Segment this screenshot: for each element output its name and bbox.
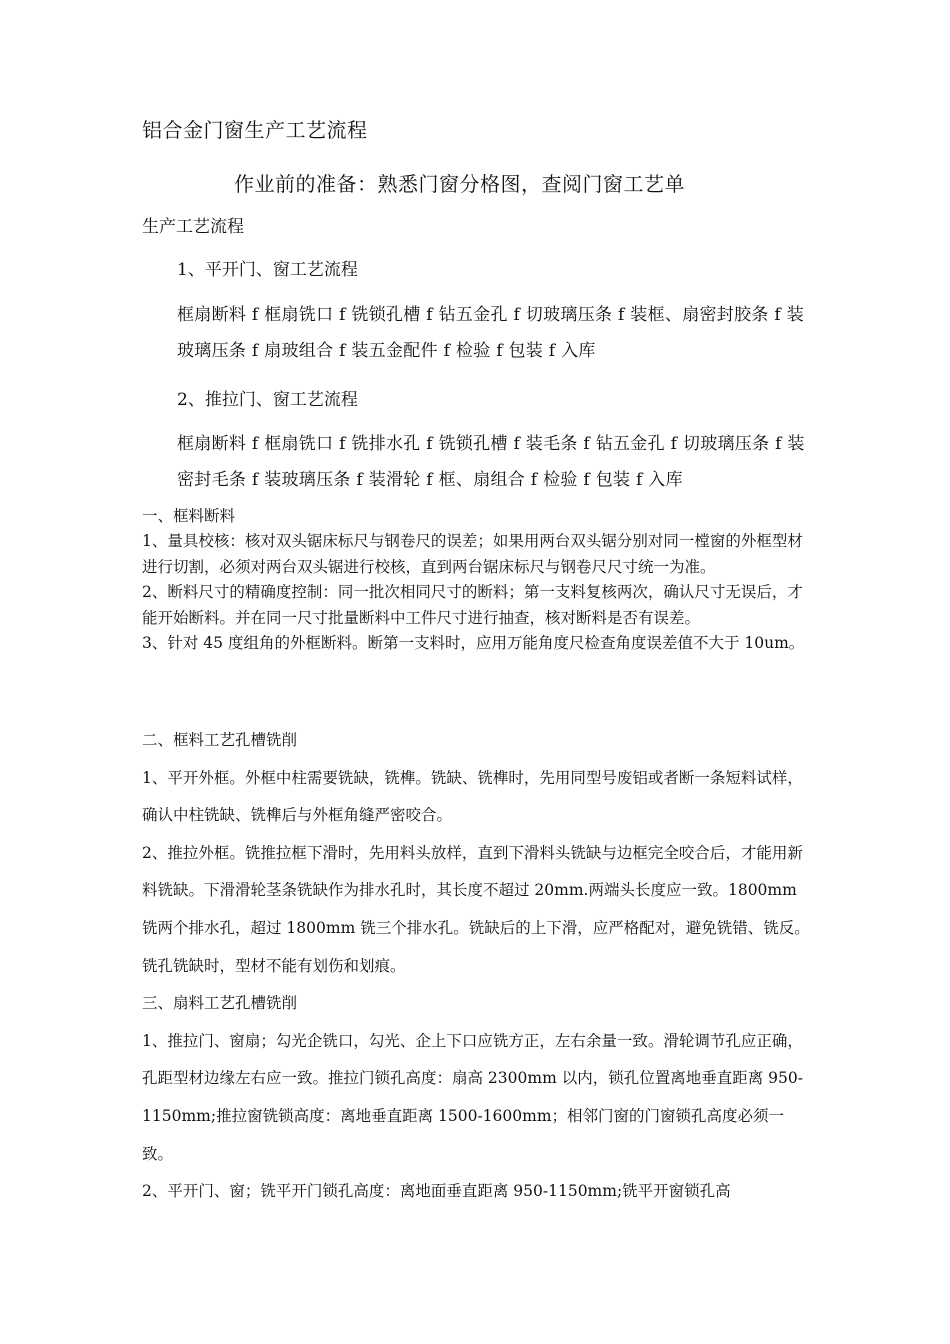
section-1 [142, 504, 814, 656]
section-1-item-2: 2、断料尺寸的精确度控制：同一批次相同尺寸的断料；第一支料复核两次，确认尺寸无误后，才能开始断料。并在同一尺寸批量断料中工件尺寸进行抽查，核对断料是否有误差。 [142, 583, 803, 627]
section-3-item-2: 2、平开门、窗；铣平开门锁孔高度：离地面垂直距离 950-1150mm;铣平开窗锁孔高 [142, 1182, 731, 1201]
section-1-item-1: 1、量具校核：核对双头锯床标尺与钢卷尺的误差；如果用两台双头锯分别对同一樘窗的外框型材进行切割，必须对两台双头锯进行校核，直到两台锯床标尺与钢卷尺尺寸统一为准。 [142, 532, 803, 576]
flow-heading: 生产工艺流程 [142, 217, 244, 237]
section-2 [142, 722, 814, 1211]
flow-2-heading: 2、推拉门、窗工艺流程 [177, 390, 358, 410]
section-3-heading: 三、扇料工艺孔槽铣削 [142, 994, 298, 1013]
section-2-heading: 二、框料工艺孔槽铣削 [142, 731, 298, 749]
section-3-item-1: 1、推拉门、窗扇；勾光企铣口，勾光、企上下口应铣方正，左右余量一致。滑轮调节孔应正确，孔距型材边缘左右应一致。推拉门锁孔高度：扇高 2300mm 以内，锁孔位置离地垂直距离 950-1150mm;推拉窗铣锁高度：离地垂直距离 1500-1600mm；相邻门窗的门窗锁孔高度必须一致。 [142, 1031, 803, 1163]
section-1-item-3: 3、针对 45 度组角的外框断料。断第一支料时，应用万能角度尺检查角度误差值不大于 10um。 [142, 634, 805, 653]
document-title: 铝合金门窗生产工艺流程 [142, 118, 368, 142]
flow-2-text: 框扇断料 f 框扇铣口 f 铣排水孔 f 铣锁孔槽 f 装毛条 f 钻五金孔 f 切玻璃压条 f 装密封毛条 f 装玻璃压条 f 装滑轮 f 框、扇组合 f 检验 f 包装 f 入库 [177, 434, 805, 490]
flow-1-text: 框扇断料 f 框扇铣口 f 铣锁孔槽 f 钻五金孔 f 切玻璃压条 f 装框、扇密封胶条 f 装玻璃压条 f 扇玻组合 f 装五金配件 f 检验 f 包装 f 入库 [177, 305, 804, 361]
preparation-line: 作业前的准备：熟悉门窗分格图，查阅门窗工艺单 [234, 172, 685, 196]
section-2-item-1: 1、平开外框。外框中柱需要铣缺，铣榫。铣缺、铣榫时，先用同型号废铝或者断一条短料试样，确认中柱铣缺、铣榫后与外框角缝严密咬合。 [142, 768, 803, 825]
section-1-heading: 一、框料断料 [142, 507, 236, 525]
section-2-item-2: 2、推拉外框。铣推拉框下滑时，先用料头放样，直到下滑料头铣缺与边框完全咬合后，才能用新料铣缺。下滑滑轮茎条铣缺作为排水孔时，其长度不超过 20mm.两端头长度应一致。1800mm 铣两个排水孔，超过 1800mm 铣三个排水孔。铣缺后的上下滑，应严格配对，避免铣错、铣反。铣孔铣缺时，型材不能有划伤和划痕。 [142, 843, 810, 975]
flow-1-heading: 1、平开门、窗工艺流程 [177, 260, 358, 280]
